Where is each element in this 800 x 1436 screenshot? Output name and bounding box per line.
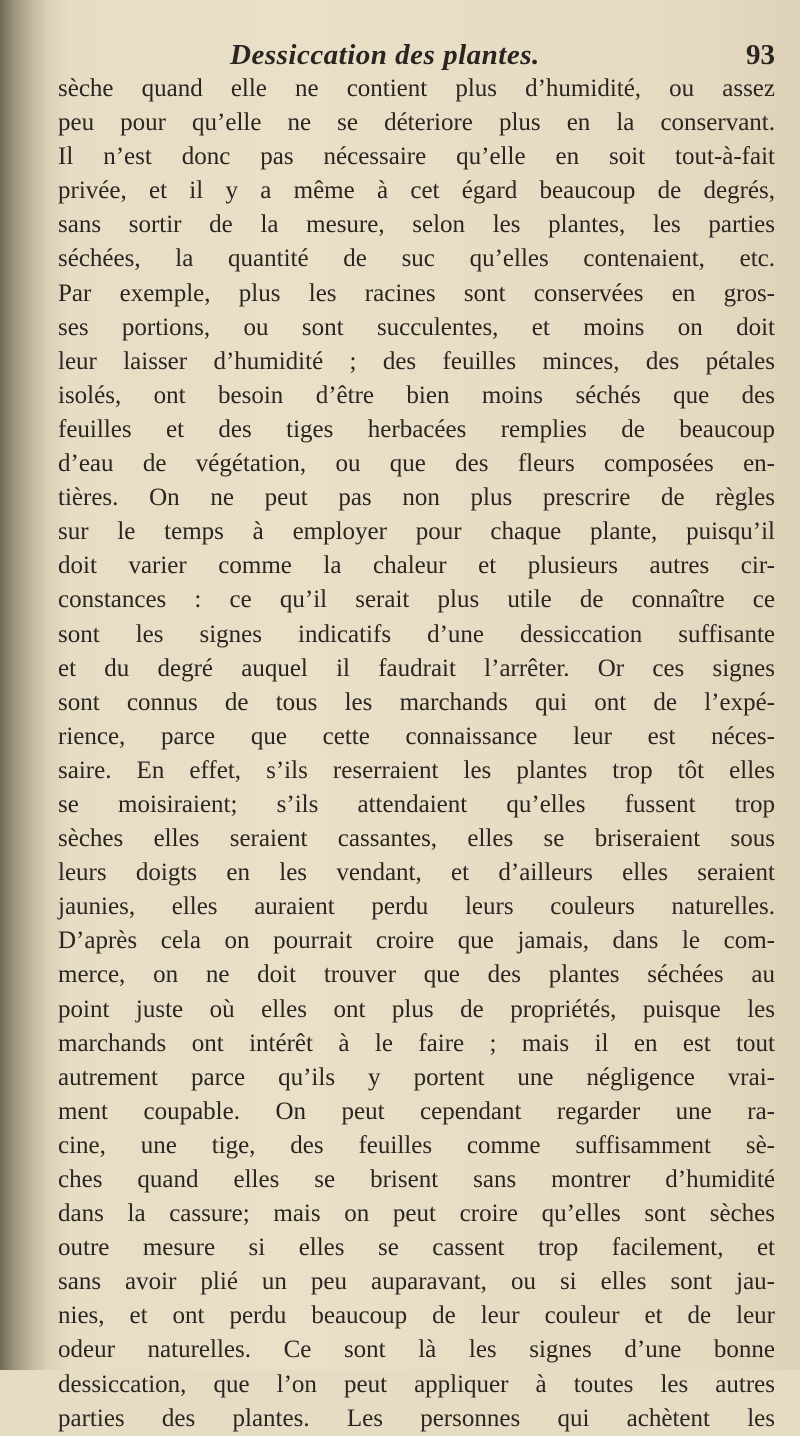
text-line: outre mesure si elles se cassent trop facilement, et bbox=[58, 1234, 775, 1262]
text-line: et du degré auquel il faudrait l’arrêter. Or ces signes bbox=[58, 654, 775, 682]
text-line: privée, et il y a même à cet égard beaucoup de degrés, bbox=[58, 177, 775, 205]
text-line: sèches elles seraient cassantes, elles se briseraient sous bbox=[58, 825, 775, 853]
text-line: nies, et ont perdu beaucoup de leur couleur et de leur bbox=[58, 1302, 775, 1330]
text-line: sont les signes indicatifs d’une dessiccation suffisante bbox=[58, 620, 775, 648]
text-line: se moisiraient; s’ils attendaient qu’elles fussent trop bbox=[58, 790, 775, 818]
text-line: ches quand elles se brisent sans montrer d’humidité bbox=[58, 1166, 775, 1193]
body-text bbox=[58, 72, 775, 1436]
text-line: cine, une tige, des feuilles comme suffisamment sè- bbox=[58, 1131, 775, 1159]
text-line: saire. En effet, s’ils reserraient les plantes trop tôt elles bbox=[58, 756, 775, 784]
text-line: parties des plantes. Les personnes qui achètent les bbox=[58, 1404, 775, 1432]
text-line: sont connus de tous les marchands qui ont de l’expé- bbox=[58, 688, 775, 716]
text-line: leur laisser d’humidité ; des feuilles minces, des pétales bbox=[58, 347, 775, 375]
text-line: D’après cela on pourrait croire que jamais, dans le com- bbox=[58, 927, 775, 955]
text-line: séchées, la quantité de suc qu’elles contenaient, etc. bbox=[58, 245, 775, 273]
text-line: constances : ce qu’il serait plus utile de connaître ce bbox=[58, 586, 775, 614]
text-line: dans la cassure; mais on peut croire qu’elles sont sèches bbox=[58, 1200, 775, 1228]
text-line: peu pour qu’elle ne se déteriore plus en la conservant. bbox=[58, 109, 775, 137]
text-line: sur le temps à employer pour chaque plante, puisqu’il bbox=[58, 518, 775, 546]
page-number: 93 bbox=[746, 39, 775, 71]
text-line: ment coupable. On peut cependant regarder une ra- bbox=[58, 1097, 775, 1125]
text-line: rience, parce que cette connaissance leur est néces- bbox=[58, 722, 775, 750]
text-line: tières. On ne peut pas non plus prescrire de règles bbox=[58, 484, 775, 512]
text-line: Il n’est donc pas nécessaire qu’elle en soit tout-à-fait bbox=[58, 143, 775, 171]
text-line: jaunies, elles auraient perdu leurs couleurs naturelles. bbox=[58, 893, 775, 921]
page-gutter-shadow bbox=[0, 0, 46, 1370]
text-line: doit varier comme la chaleur et plusieurs autres cir- bbox=[58, 552, 775, 580]
text-line: leurs doigts en les vendant, et d’ailleurs elles seraient bbox=[58, 859, 775, 887]
text-line: point juste où elles ont plus de propriétés, puisque les bbox=[58, 995, 775, 1023]
text-line: marchands ont intérêt à le faire ; mais il en est tout bbox=[58, 1029, 775, 1057]
page-header bbox=[60, 35, 775, 75]
text-line: sans sortir de la mesure, selon les plantes, les parties bbox=[58, 211, 775, 239]
text-line: odeur naturelles. Ce sont là les signes d’une bonne bbox=[58, 1336, 775, 1364]
text-line: ses portions, ou sont succulentes, et moins on doit bbox=[58, 313, 775, 341]
text-line: sans avoir plié un peu auparavant, ou si elles sont jau- bbox=[58, 1268, 775, 1296]
text-line: autrement parce qu’ils y portent une négligence vrai- bbox=[58, 1063, 775, 1091]
text-line: merce, on ne doit trouver que des plantes séchées au bbox=[58, 961, 775, 989]
text-line: sèche quand elle ne contient plus d’humidité, ou assez bbox=[58, 75, 775, 102]
text-line: dessiccation, que l’on peut appliquer à toutes les autres bbox=[58, 1370, 775, 1398]
text-line: Par exemple, plus les racines sont conservées en gros- bbox=[58, 279, 775, 307]
text-line: feuilles et des tiges herbacées remplies de beaucoup bbox=[58, 415, 775, 443]
running-title: Dessiccation des plantes. bbox=[230, 39, 540, 71]
text-line: isolés, ont besoin d’être bien moins séchés que des bbox=[58, 381, 775, 409]
text-line: d’eau de végétation, ou que des fleurs composées en- bbox=[58, 450, 775, 478]
